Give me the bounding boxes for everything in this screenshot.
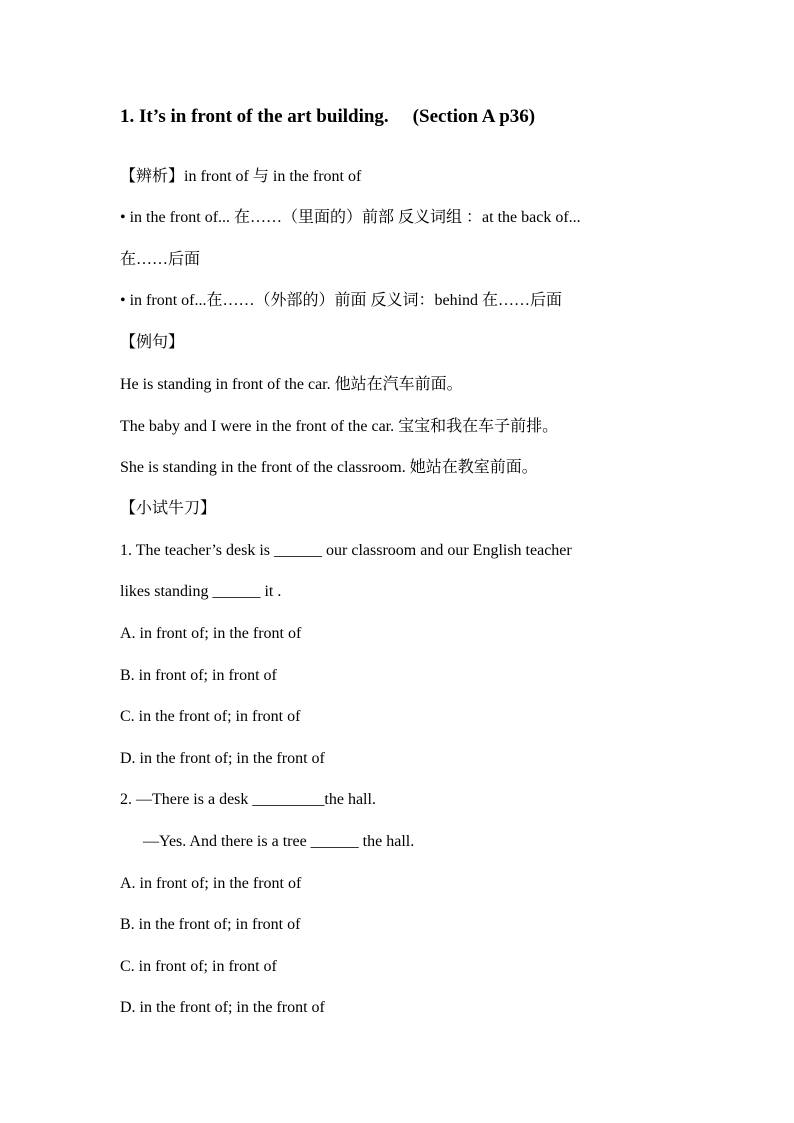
- analysis-point-2: • in front of...在……（外部的）前面 反义词：behind 在……后面: [120, 292, 563, 309]
- q1-option-d: D. in the front of; in the front of: [120, 750, 325, 767]
- example-sentence-2: The baby and I were in the front of the car. 宝宝和我在车子前排。: [120, 418, 559, 435]
- q1-option-a: A. in front of; in the front of: [120, 625, 302, 642]
- analysis-point-1: • in the front of... 在……（里面的）前部 反义词组 ：at the back of...: [120, 209, 581, 226]
- q1-option-b: B. in front of; in front of: [120, 667, 277, 684]
- q1-option-c: C. in the front of; in front of: [120, 708, 301, 725]
- title-section: (Section A p36): [412, 106, 536, 127]
- q2-option-c: C. in front of; in front of: [120, 958, 277, 975]
- analysis-heading: 【辨析】in front of 与 in the front of: [120, 168, 362, 185]
- q2-option-a: A. in front of; in the front of: [120, 875, 302, 892]
- q2-option-d: D. in the front of; in the front of: [120, 999, 325, 1016]
- analysis-point-1-cont: 在……后面: [120, 251, 201, 268]
- example-sentence-3: She is standing in the front of the classroom. 她站在教室前面。: [120, 459, 538, 476]
- example-sentence-1: He is standing in front of the car. 他站在汽车前面。: [120, 376, 463, 393]
- question-1-cont: likes standing ______ it .: [120, 583, 282, 600]
- examples-heading: 【例句】: [120, 334, 185, 351]
- question-1: 1. The teacher’s desk is ______ our classroom and our English teacher: [120, 542, 572, 559]
- question-2-reply: —Yes. And there is a tree ______ the hall.: [143, 833, 415, 850]
- practice-heading: 【小试牛刀】: [120, 500, 217, 517]
- page-title: [120, 104, 535, 130]
- title-main: 1. It’s in front of the art building.: [120, 106, 389, 127]
- question-2: 2. —There is a desk _________the hall.: [120, 791, 376, 808]
- q2-option-b: B. in the front of; in front of: [120, 916, 301, 933]
